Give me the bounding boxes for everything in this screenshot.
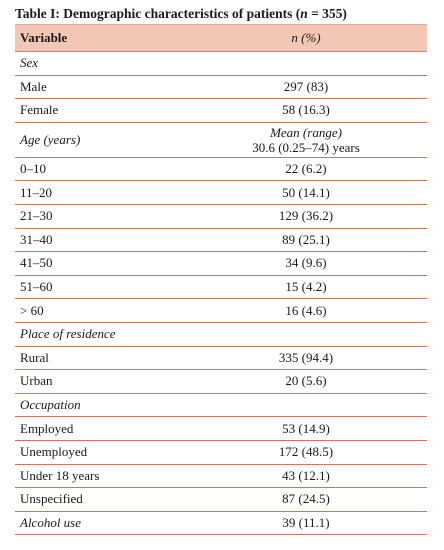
row-value: 22 (6.2)	[185, 157, 427, 181]
table-row	[15, 204, 427, 228]
table-title-n: n	[300, 6, 308, 21]
row-label: 21–30	[15, 204, 185, 228]
row-label: 0–10	[15, 157, 185, 181]
table-title-prefix: Table I: Demographic characteristics of patients (	[15, 6, 301, 21]
table-row	[15, 346, 427, 370]
demographics-table	[15, 24, 427, 535]
row-label: Occupation	[15, 393, 185, 417]
row-label: Sex	[15, 52, 185, 76]
table-row	[15, 511, 427, 535]
row-value: 20 (5.6)	[185, 370, 427, 394]
table-row	[15, 228, 427, 252]
row-label: Age (years)	[15, 122, 185, 157]
row-value: 16 (4.6)	[185, 299, 427, 323]
table-row	[15, 75, 427, 99]
header-n-percent: n (%)	[185, 25, 427, 52]
row-label: 31–40	[15, 228, 185, 252]
table-row	[15, 417, 427, 441]
row-value: 89 (25.1)	[185, 228, 427, 252]
row-label: Employed	[15, 417, 185, 441]
table-row	[15, 252, 427, 276]
row-label: Male	[15, 75, 185, 99]
table-row	[15, 157, 427, 181]
table-row	[15, 488, 427, 512]
table-row	[15, 440, 427, 464]
table-row	[15, 299, 427, 323]
row-label: Under 18 years	[15, 464, 185, 488]
row-value: 172 (48.5)	[185, 440, 427, 464]
row-label: Female	[15, 99, 185, 123]
row-value: 53 (14.9)	[185, 417, 427, 441]
row-value-text: 30.6 (0.25–74) years	[252, 139, 360, 155]
row-value: 34 (9.6)	[185, 252, 427, 276]
table-row	[15, 99, 427, 123]
row-value	[185, 122, 427, 157]
table-row	[15, 322, 427, 346]
table-row	[15, 122, 427, 157]
table-header-row	[15, 25, 427, 52]
table-body	[15, 52, 427, 535]
table-container	[15, 4, 427, 535]
table-row	[15, 393, 427, 417]
table-title-suffix: = 355)	[307, 6, 347, 21]
row-value	[185, 393, 427, 417]
row-label: 41–50	[15, 252, 185, 276]
row-value-heading: Mean (range)	[270, 124, 342, 140]
row-label: > 60	[15, 299, 185, 323]
row-value	[185, 322, 427, 346]
table-row	[15, 370, 427, 394]
row-label: Alcohol use	[15, 511, 185, 535]
row-value: 335 (94.4)	[185, 346, 427, 370]
header-variable: Variable	[15, 25, 185, 52]
row-value: 43 (12.1)	[185, 464, 427, 488]
row-label: 11–20	[15, 181, 185, 205]
table-row	[15, 275, 427, 299]
row-label: 51–60	[15, 275, 185, 299]
row-label: Unemployed	[15, 440, 185, 464]
table-row	[15, 181, 427, 205]
row-value: 297 (83)	[185, 75, 427, 99]
row-value: 15 (4.2)	[185, 275, 427, 299]
row-label: Rural	[15, 346, 185, 370]
table-title	[15, 4, 427, 24]
row-label: Urban	[15, 370, 185, 394]
row-value: 39 (11.1)	[185, 511, 427, 535]
table-row	[15, 52, 427, 76]
row-label: Place of residence	[15, 322, 185, 346]
row-value	[185, 52, 427, 76]
table-row	[15, 464, 427, 488]
row-label: Unspecified	[15, 488, 185, 512]
row-value: 129 (36.2)	[185, 204, 427, 228]
row-value: 50 (14.1)	[185, 181, 427, 205]
row-value: 58 (16.3)	[185, 99, 427, 123]
row-value: 87 (24.5)	[185, 488, 427, 512]
